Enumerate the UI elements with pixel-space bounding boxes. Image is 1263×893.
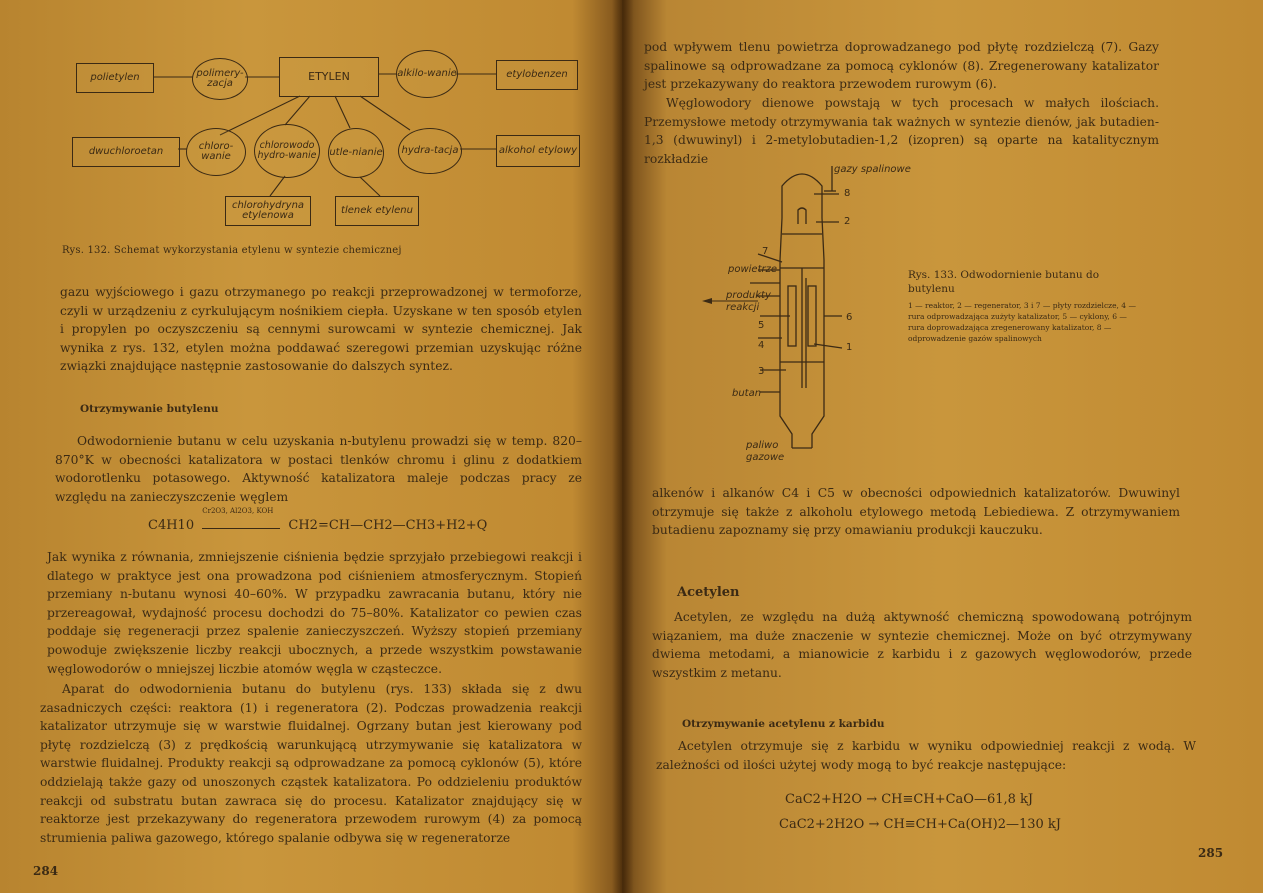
figure-133-legend: 1 — reaktor, 2 — regenerator, 3 i 7 — płyty rozdzielcze, 4 — rura odprowadzająca zużyty katalizator, 5 — cyklony, 6 — rura doprowadzająca zregenerowany katalizator, 8 — odprowadzenie gazów spalinowych (908, 301, 1136, 343)
formula-catalyst: Cr2O3, Al2O3, KOH (202, 507, 274, 515)
section-heading-butylen: Otrzymywanie butylenu (80, 403, 219, 415)
label-paliwo-gazowe: paliwo gazowe (746, 440, 785, 463)
label-powietrze: powietrze (728, 264, 778, 275)
section-heading-karbid: Otrzymywanie acetylenu z karbidu (682, 718, 885, 730)
node-hydratacja: hydra-tacja (398, 128, 462, 174)
formula-lhs: C4H10 (148, 518, 195, 533)
page-number-right: 285 (1198, 846, 1224, 860)
label-2: 2 (844, 216, 851, 227)
label-butan: butan (732, 388, 762, 399)
label-5: 5 (758, 320, 765, 331)
page-number-left: 284 (33, 864, 59, 878)
formula-rhs: CH2=CH—CH2—CH3+H2+Q (288, 518, 488, 533)
node-chlorowanie: chloro-wanie (186, 128, 246, 176)
label-6: 6 (846, 312, 853, 323)
paragraph: Węglowodory dienowe powstają w tych procesach w małych ilościach. Przemysłowe metody otrzymywania tak ważnych w syntezie dienów, jak butadien-1,3 (dwuwinyl) i 2-metylobutadien-1,2 (izopren) są oparte na katalitycznym rozkładzie (644, 96, 1159, 166)
label-gazy-spalinowe: gazy spalinowe (834, 164, 911, 175)
node-alkilowanie: alkilo-wanie (396, 50, 458, 98)
figure-132-caption: Rys. 132. Schemat wykorzystania etylenu w syntezie chemicznej (62, 245, 402, 256)
paragraph: Odwodornienie butanu w celu uzyskania n-butylenu prowadzi się w temp. 820–870°K w obecności katalizatora w postaci tlenków chromu i glinu z dodatkiem wodorotlenku potasowego. Aktywność katalizatora maleje podczas pracy ze względu na zanieczyszczenie węglem (55, 434, 582, 504)
node-polietylen: polietylen (76, 63, 154, 93)
paragraph: pod wpływem tlenu powietrza doprowadzanego pod płytę rozdzielczą (7). Gazy spalinowe są odprowadzane za pomocą cyklonów (8). Zregenerowany katalizator jest przekazywany do reaktora przewodem rurowym (6). (644, 40, 1159, 92)
node-alkohol: alkohol etylowy (496, 135, 580, 167)
paragraph: gazu wyjściowego i gazu otrzymanego po reakcji przeprowadzonej w termoforze, czyli w urządzeniu z cyrkulującym nośnikiem ciepła. Uzyskane w ten sposób etylen i propylen po oczyszczeniu są cennymi surowcami w syntezie chemicznej. Jak wynika z rys. 132, etylen można poddawać szeregowi przemian uzyskując różne związki znajdujące następnie zastosowanie do dalszych syntez. (60, 285, 582, 374)
paragraph: Acetylen otrzymuje się z karbidu w wyniku odpowiedniej reakcji z wodą. W zależności od ilości użytej wody mogą to być reakcje następujące: (656, 739, 1196, 772)
label-8: 8 (844, 188, 851, 199)
paragraph: Jak wynika z równania, zmniejszenie ciśnienia będzie sprzyjało przebiegowi reakcji i dlatego w praktyce jest ona prowadzona pod ciśnieniem atmosferycznym. Stopień przemiany n-butanu wynosi 40–60%. W przypadku zawracania butanu, który nie przereagował, wydajność procesu dochodzi do 75–80%. Katalizator co pewien czas poddaje się regeneracji przez spalenie zanieczyszczeń. Wyższy stopień przemiany powoduje zwiększenie liczby reakcji ubocznych, a przede wszystkim powstawanie węglowodorów o mniejszej liczbie atomów węgla w cząsteczce. (47, 550, 582, 676)
node-chlorowodorohydro: chlorowodo hydro-wanie (254, 124, 320, 178)
paragraph: Aparat do odwodornienia butanu do butylenu (rys. 133) składa się z dwu zasadniczych części: reaktora (1) i regeneratora (2). Podczas prowadzenia reakcji katalizator utrzymuje się w warstwie fluidalnej. Ogrzany butan jest kierowany pod płytę rozdzielczą (3) z prędkością warunkującą utrzymywanie się katalizatora w warstwie fluidalnej. Produkty reakcji są odprowadzane za pomocą cyklonów (5), które oddzielają także gazy od unoszonych cząstek katalizatora. Po oddzieleniu produktów reakcji od substratu butan zawraca się do procesu. Katalizator znajdujący się w reaktorze jest przekazywany do regeneratora przewodem rurowym (4) za pomocą strumienia paliwa gazowego, którego spalanie odbywa się w regeneratorze (40, 682, 582, 845)
node-polimeryzacja: polimery-zacja (192, 58, 248, 100)
diagram-connectors (0, 0, 622, 240)
label-4: 4 (758, 340, 765, 351)
equation-1: CaC2+H2O → CH≡CH+CaO—61,8 kJ (785, 792, 1034, 807)
label-1: 1 (846, 342, 853, 353)
node-tlenek: tlenek etylenu (335, 196, 419, 226)
node-dwuchloroetan: dwuchloroetan (72, 137, 180, 167)
node-chlorohydryna: chlorohydryna etylenowa (225, 196, 311, 226)
node-utlenianie: utle-nianie (328, 128, 384, 178)
left-page (0, 0, 622, 893)
book-gutter (612, 0, 634, 893)
node-etylobenzen: etylobenzen (496, 60, 578, 90)
right-page (622, 0, 1263, 893)
equation-2: CaC2+2H2O → CH≡CH+Ca(OH)2—130 kJ (779, 817, 1061, 832)
figure-133-caption: Rys. 133. Odwodornienie butanu do butylenu (908, 269, 1100, 295)
node-etylen: ETYLEN (279, 57, 379, 97)
label-7: 7 (762, 246, 769, 257)
paragraph: alkenów i alkanów C4 i C5 w obecności odpowiednich katalizatorów. Dwuwinyl otrzymuje się także z alkoholu etylowego metodą Lebiediewa. Z otrzymywaniem butadienu zapoznamy się przy omawianiu produkcji kauczuku. (652, 486, 1180, 538)
section-heading-acetylen: Acetylen (677, 585, 740, 600)
butane-dehydrogenation-equation (148, 507, 488, 533)
label-produkty-reakcji: produkty reakcji (726, 290, 771, 313)
paragraph: Acetylen, ze względu na dużą aktywność chemiczną spowodowaną potrójnym wiązaniem, ma duże znaczenie w syntezie chemicznej. Może on być otrzymywany dwiema metodami, a mianowicie z karbidu i z gazowych węglowodorów, przede wszystkim z metanu. (652, 610, 1192, 680)
label-3: 3 (758, 366, 765, 377)
formula-arrow (202, 528, 280, 529)
